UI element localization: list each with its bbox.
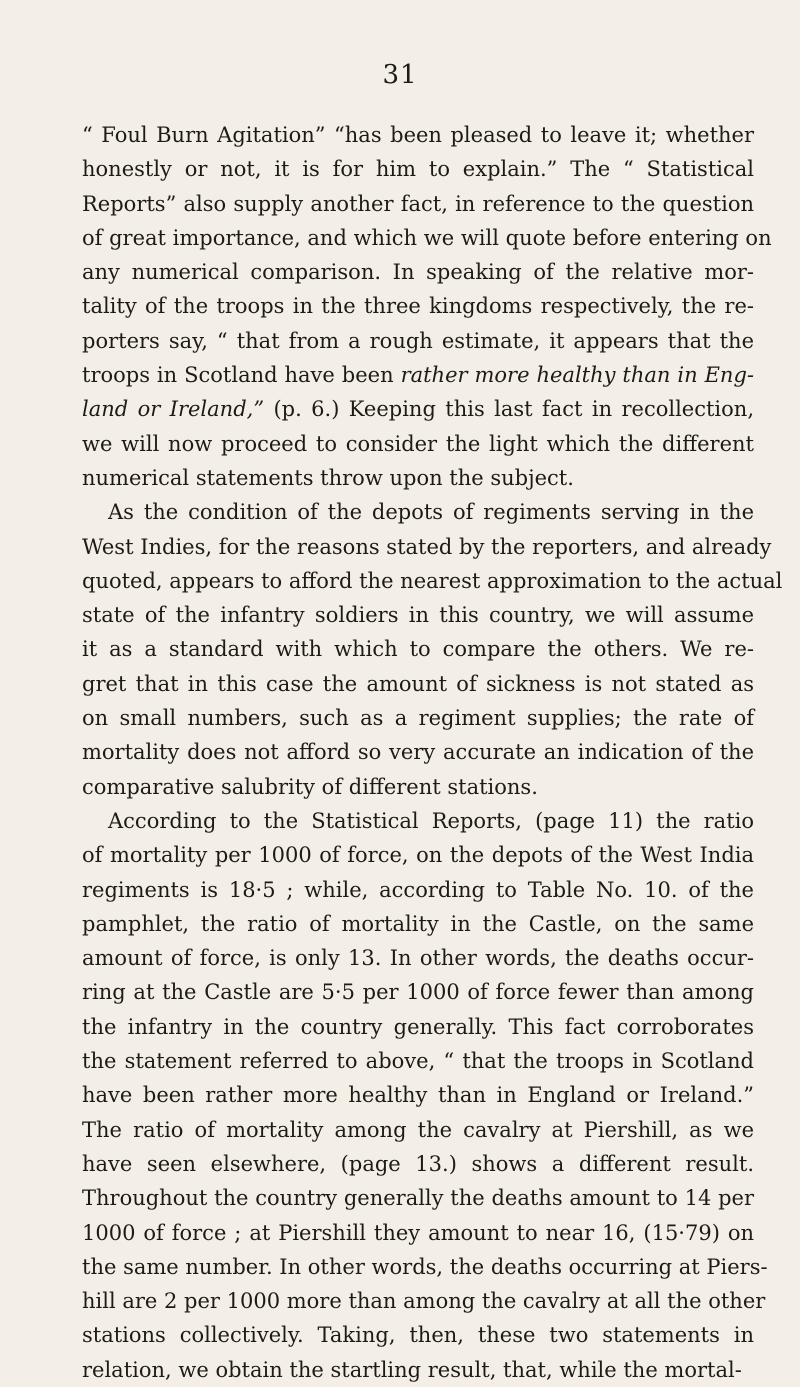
text-line: mortality does not afford so very accurate an indication of the bbox=[82, 740, 754, 765]
text-line: state of the infantry soldiers in this country, we will assume bbox=[82, 603, 754, 628]
text-line: on small numbers, such as a regiment supplies; the rate of bbox=[82, 706, 754, 731]
text-line: As the condition of the depots of regiments serving in the bbox=[108, 500, 754, 525]
text-line: pamphlet, the ratio of mortality in the Castle, on the same bbox=[82, 911, 754, 936]
text-line: Reports” also supply another fact, in reference to the question bbox=[82, 191, 754, 216]
text-line: relation, we obtain the startling result, that, while the mortal- bbox=[82, 1357, 742, 1382]
text-line: 1000 of force ; at Piershill they amount to near 16, (15·79) on bbox=[82, 1220, 754, 1245]
text-line: tality of the troops in the three kingdoms respectively, the re- bbox=[82, 294, 754, 319]
text-line: honestly or not, it is for him to explain.” The “ Statistical bbox=[82, 157, 754, 182]
text-line: the statement referred to above, “ that the troops in Scotland bbox=[82, 1049, 754, 1074]
text-line: The ratio of mortality among the cavalry at Piershill, as we bbox=[82, 1117, 754, 1142]
text-line: quoted, appears to afford the nearest approximation to the actual bbox=[82, 568, 783, 593]
text-line: have been rather more healthy than in England or Ireland.” bbox=[82, 1083, 754, 1108]
text-line: it as a standard with which to compare the others. We re- bbox=[82, 637, 754, 662]
text-line: have seen elsewhere, (page 13.) shows a different result. bbox=[82, 1151, 754, 1176]
text-line: porters say, “ that from a rough estimate, it appears that the bbox=[82, 328, 754, 353]
text-line: “ Foul Burn Agitation” “has been pleased to leave it; whether bbox=[82, 123, 754, 147]
text-line: regiments is 18·5 ; while, according to Table No. 10. of the bbox=[82, 877, 754, 902]
text-line: ring at the Castle are 5·5 per 1000 of force fewer than among bbox=[82, 980, 754, 1005]
text-line: of great importance, and which we will quote before entering on bbox=[82, 225, 772, 250]
text-line: comparative salubrity of different stations. bbox=[82, 774, 538, 799]
text-line: of mortality per 1000 of force, on the depots of the West India bbox=[82, 843, 754, 868]
text-line: amount of force, is only 13. In other words, the deaths occur- bbox=[82, 946, 754, 971]
text-line: land or Ireland,” (p. 6.) Keeping this last fact in recollection, bbox=[82, 397, 754, 422]
text-line: According to the Statistical Reports, (page 11) the ratio bbox=[108, 808, 754, 833]
text-line: the infantry in the country generally. This fact corroborates bbox=[82, 1014, 754, 1039]
text-line: numerical statements throw upon the subject. bbox=[82, 465, 574, 490]
text-line: gret that in this case the amount of sickness is not stated as bbox=[82, 671, 754, 696]
body-text bbox=[82, 118, 783, 1387]
text-line: any numerical comparison. In speaking of the relative mor- bbox=[82, 260, 754, 285]
text-line: Throughout the country generally the deaths amount to 14 per bbox=[82, 1186, 754, 1211]
italic-quote: land or Ireland,” bbox=[82, 397, 265, 422]
text-line: West Indies, for the reasons stated by the reporters, and already bbox=[82, 534, 772, 559]
text-line: we will now proceed to consider the light which the different bbox=[82, 431, 754, 456]
text-line: the same number. In other words, the deaths occurring at Piers- bbox=[82, 1254, 768, 1279]
text-line: hill are 2 per 1000 more than among the cavalry at all the other bbox=[82, 1289, 766, 1314]
italic-quote: rather more healthy than in Eng- bbox=[400, 363, 754, 388]
text-line: troops in Scotland have been rather more healthy than in Eng- bbox=[82, 363, 754, 388]
text-line: stations collectively. Taking, then, these two statements in bbox=[82, 1323, 754, 1348]
page-number: 31 bbox=[382, 60, 418, 90]
